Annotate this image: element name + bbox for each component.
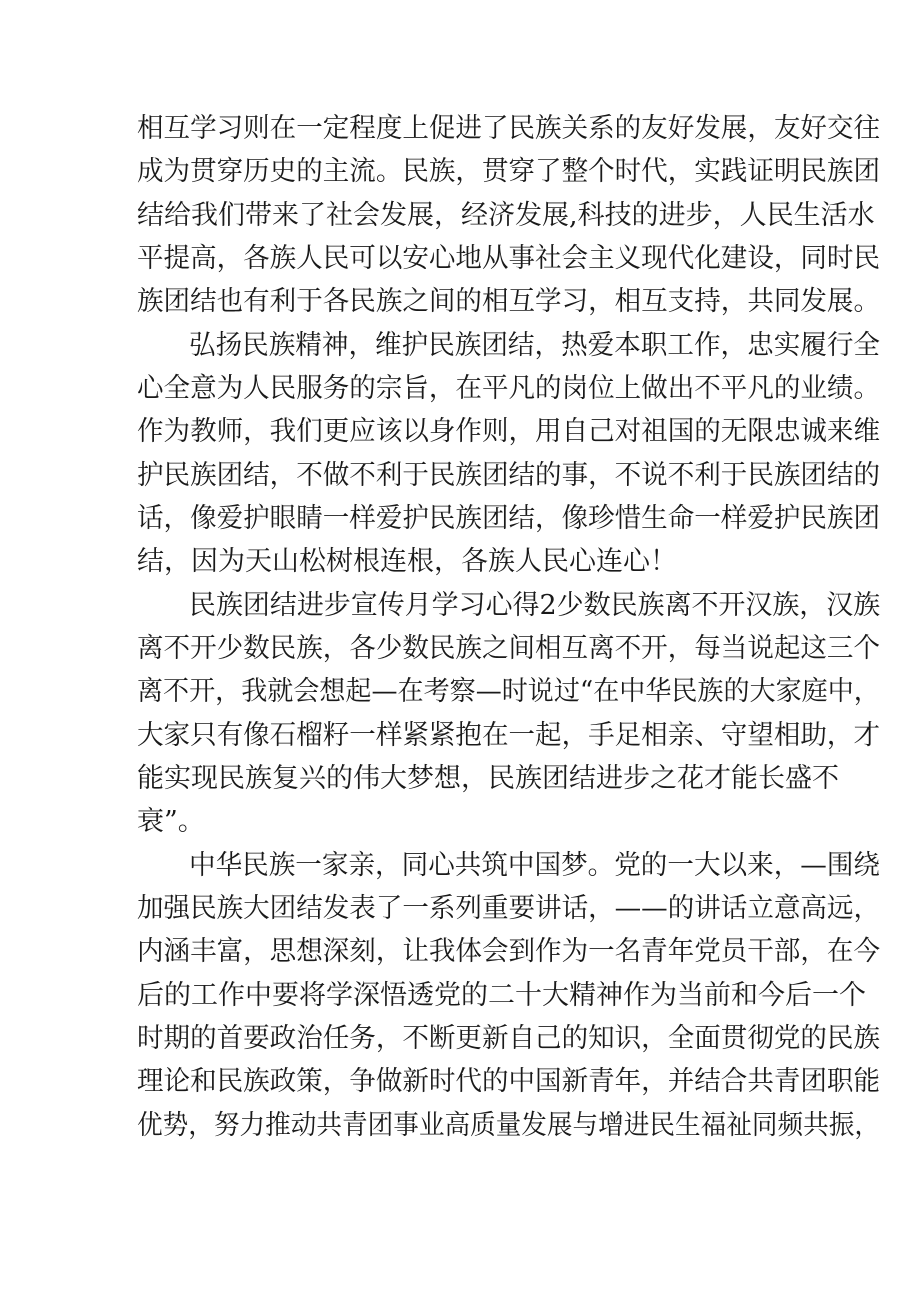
text-line: 作为教师，我们更应该以身作则，用自己对祖国的无限忠诚来维 — [137, 416, 880, 447]
text-line: 相互学习则在一定程度上促进了民族关系的友好发展，友好交往 — [137, 113, 880, 144]
paragraph-start-line: 弘扬民族精神，维护民族团结，热爱本职工作，忠实履行全 — [189, 330, 880, 361]
text-line: 护民族团结，不做不利于民族团结的事，不说不利于民族团结的 — [137, 460, 880, 491]
text-line: 心全意为人民服务的宗旨，在平凡的岗位上做出不平凡的业绩。 — [137, 373, 880, 404]
text-line: 结，因为天山松树根连根，各族人民心连心！ — [137, 546, 677, 577]
text-line: 话，像爱护眼睛一样爱护民族团结，像珍惜生命一样爱护民族团 — [137, 503, 880, 534]
text-line: 大家只有像石榴籽一样紧紧抱在一起，手足相亲、守望相助，才 — [137, 720, 880, 751]
text-line: 成为贯穿历史的主流。民族，贯穿了整个时代，实践证明民族团 — [137, 156, 880, 187]
text-line: 结给我们带来了社会发展，经济发展,科技的进步，人民生活水 — [137, 200, 875, 231]
text-line: 离不开，我就会想起—在考察—时说过“在中华民族的大家庭中， — [137, 676, 880, 707]
text-line: 优势，努力推动共青团事业高质量发展与增进民生福祉同频共振， — [137, 1110, 880, 1141]
text-line: 族团结也有利于各民族之间的相互学习，相互支持，共同发展。 — [137, 286, 880, 317]
text-line: 后的工作中要将学深悟透党的二十大精神作为当前和今后一个 — [137, 980, 866, 1011]
text-line: 离不开少数民族，各少数民族之间相互离不开，每当说起这三个 — [137, 633, 880, 664]
text-line: 衰”。 — [137, 806, 205, 837]
text-line: 加强民族大团结发表了一系列重要讲话，——的讲话立意高远， — [137, 893, 880, 924]
paragraph-start-line: 中华民族一家亲，同心共筑中国梦。党的一大以来，—围绕 — [189, 850, 880, 881]
text-line: 内涵丰富，思想深刻，让我体会到作为一名青年党员干部，在今 — [137, 936, 880, 967]
paragraph-start-line: 民族团结进步宣传月学习心得2少数民族离不开汉族，汉族 — [189, 590, 881, 621]
text-line: 能实现民族复兴的伟大梦想，民族团结进步之花才能长盛不 — [137, 763, 839, 794]
text-line: 平提高，各族人民可以安心地从事社会主义现代化建设，同时民 — [137, 243, 880, 274]
text-line: 时期的首要政治任务，不断更新自己的知识，全面贯彻党的民族 — [137, 1023, 880, 1054]
text-line: 理论和民族政策，争做新时代的中国新青年，并结合共青团职能 — [137, 1066, 880, 1097]
